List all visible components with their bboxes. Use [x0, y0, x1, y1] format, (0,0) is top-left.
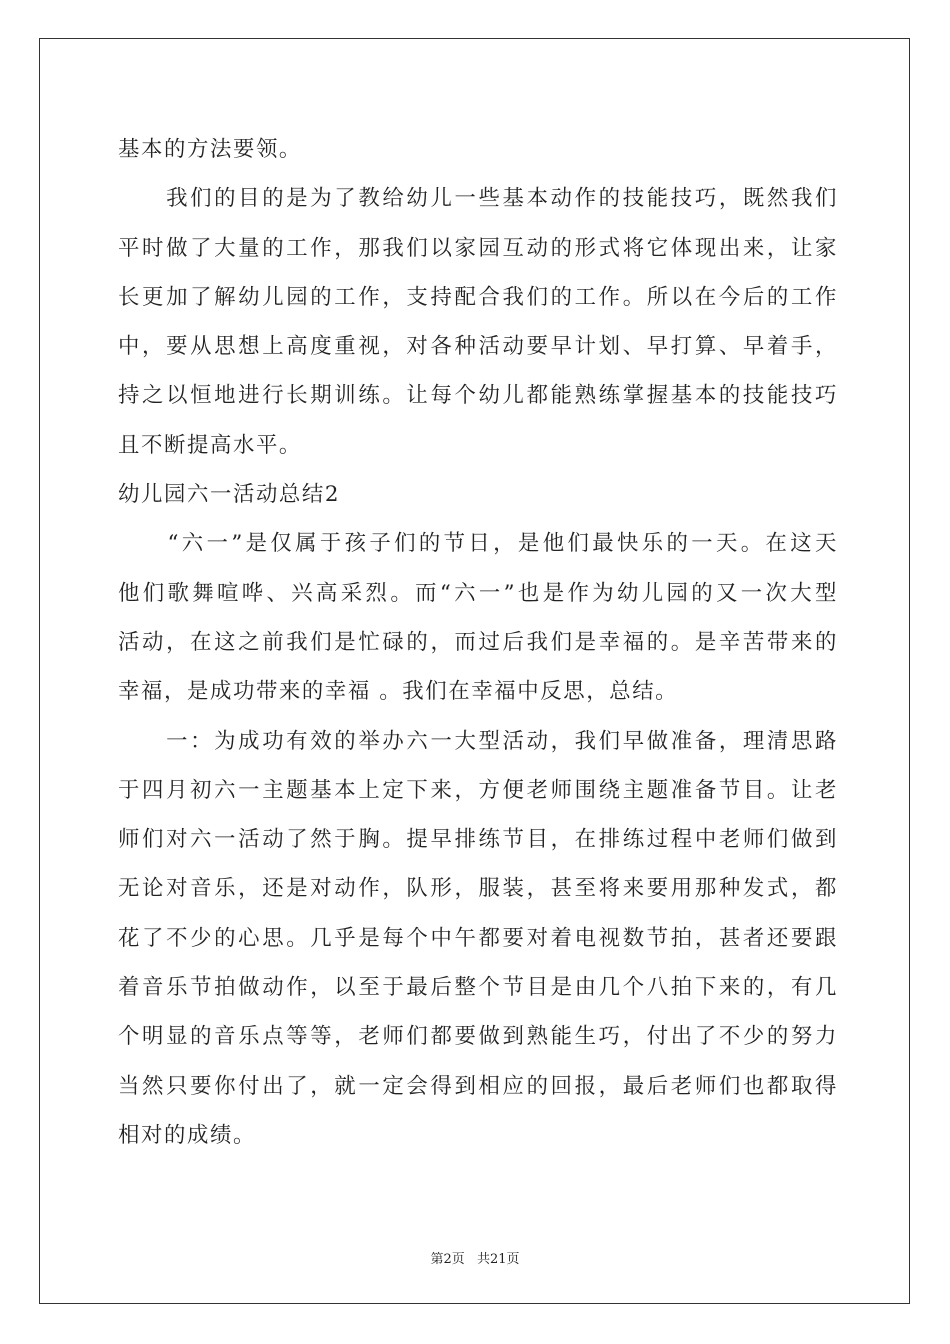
text-line: 幸福，是成功带来的幸福 。我们在幸福中反思，总结。	[118, 679, 679, 705]
text-line: 中，要从思想上高度重视，对各种活动要早计划、早打算、早着手，	[118, 334, 838, 360]
text-line: 他们歌舞喧哗、兴高采烈。而“六一”也是作为幼儿园的又一次大型	[118, 580, 838, 606]
text-line: 于四月初六一主题基本上定下来，方便老师围绕主题准备节目。让老	[118, 777, 838, 803]
text-line: 我们的目的是为了教给幼儿一些基本动作的技能技巧，既然我们	[118, 186, 838, 212]
page-number: 第2页	[430, 1252, 465, 1267]
text-line: 活动，在这之前我们是忙碌的，而过后我们是幸福的。是辛苦带来的	[118, 629, 838, 655]
text-line: 相对的成绩。	[118, 1122, 256, 1148]
page-total: 共21页	[476, 1252, 520, 1267]
text-line: 师们对六一活动了然于胸。提早排练节目，在排练过程中老师们做到	[118, 827, 838, 853]
text-line: 着音乐节拍做动作，以至于最后整个节目是由几个八拍下来的，有几	[118, 975, 838, 1001]
text-line: 个明显的音乐点等等，老师们都要做到熟能生巧，付出了不少的努力	[118, 1024, 838, 1050]
text-line: 当然只要你付出了，就一定会得到相应的回报，最后老师们也都取得	[118, 1073, 838, 1099]
document-body	[118, 125, 838, 1160]
text-line: 花了不少的心思。几乎是每个中午都要对着电视数节拍，甚者还要跟	[118, 925, 838, 951]
text-line: 长更加了解幼儿园的工作，支持配合我们的工作。所以在今后的工作	[118, 284, 838, 310]
text-line: 一：为成功有效的举办六一大型活动，我们早做准备，理清思路	[118, 728, 838, 754]
text-line: 持之以恒地进行长期训练。让每个幼儿都能熟练掌握基本的技能技巧	[118, 383, 838, 409]
text-line: 幼儿园六一活动总结2	[118, 482, 341, 508]
text-line: 且不断提高水平。	[118, 432, 302, 458]
text-line: “六一”是仅属于孩子们的节日，是他们最快乐的一天。在这天	[118, 531, 838, 557]
text-line: 基本的方法要领。	[118, 137, 302, 162]
text-line: 无论对音乐，还是对动作，队形，服装，甚至将来要用那种发式，都	[118, 876, 838, 902]
page-footer	[0, 1248, 950, 1267]
text-line: 平时做了大量的工作，那我们以家园互动的形式将它体现出来，让家	[118, 235, 838, 261]
